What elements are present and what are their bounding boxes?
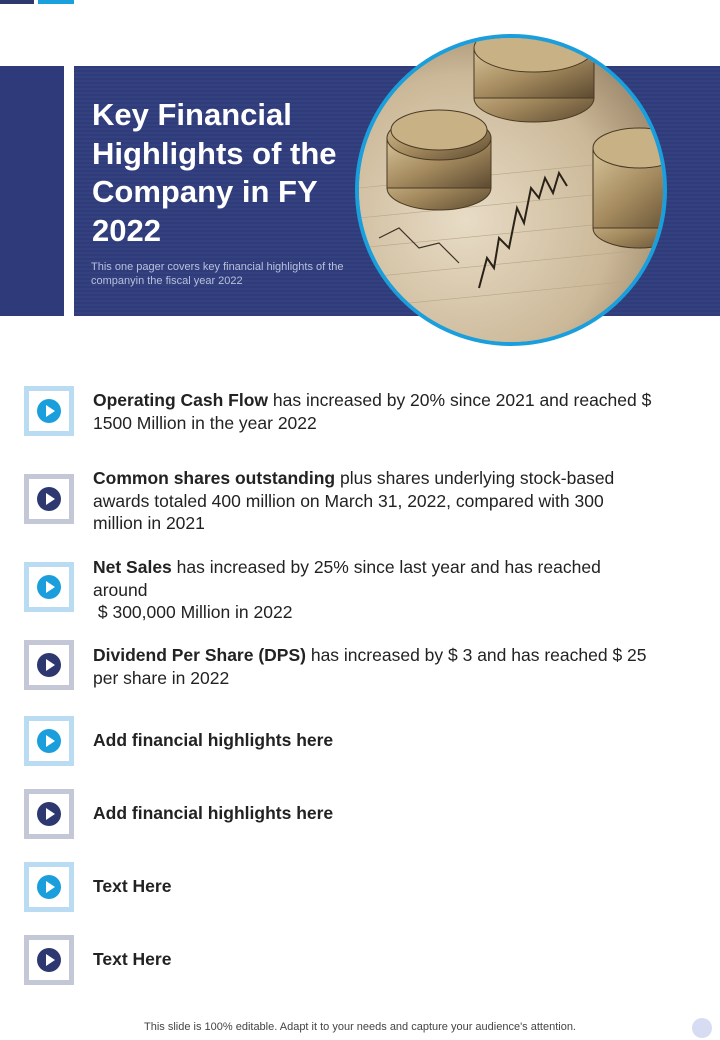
- highlight-text: [93, 802, 653, 825]
- play-icon: [37, 729, 61, 753]
- highlight-bold-label: Text Here: [93, 949, 172, 969]
- highlight-description: plus shares underlying stock-based awards totaled 400 million on March 31, 2022, compared with 300 million in 2021: [93, 468, 615, 533]
- highlight-bold-label: Dividend Per Share (DPS): [93, 645, 306, 665]
- highlight-bold-label: Add financial highlights here: [93, 803, 334, 823]
- play-icon: [37, 487, 61, 511]
- highlight-text: [93, 556, 653, 624]
- highlight-bold-label: Text Here: [93, 876, 172, 896]
- highlight-text: [93, 467, 653, 535]
- play-icon: [37, 653, 61, 677]
- play-icon-frame: [24, 935, 74, 985]
- hero-side-panel: [0, 66, 64, 316]
- top-accent-bar-dark: [0, 0, 34, 4]
- page-subtitle: This one pager covers key financial highlights of the companyin the fiscal year 2022: [91, 261, 344, 287]
- play-icon-frame: [24, 862, 74, 912]
- highlight-text: [93, 389, 653, 434]
- play-icon-frame: [24, 474, 74, 524]
- highlight-bold-label: Add financial highlights here: [93, 730, 334, 750]
- highlight-bold-label: Net Sales: [93, 557, 172, 577]
- play-icon-frame: [24, 640, 74, 690]
- play-icon: [37, 575, 61, 599]
- highlight-description-continued: $ 300,000 Million in 2022: [93, 602, 293, 622]
- coins-photo-illustration: [359, 38, 663, 342]
- highlight-description: has increased by $ 3 and has reached $ 25 per share in 2022: [93, 645, 647, 688]
- play-icon: [37, 948, 61, 972]
- play-icon: [37, 875, 61, 899]
- top-accent-bar-blue: [38, 0, 74, 4]
- play-icon-frame: [24, 716, 74, 766]
- highlight-text: [93, 644, 653, 689]
- highlight-text: [93, 948, 653, 971]
- footer-note: This slide is 100% editable. Adapt it to your needs and capture your audience's attention.: [144, 1021, 576, 1033]
- highlight-text: [93, 729, 653, 752]
- corner-dot: [692, 1018, 712, 1038]
- highlight-text: [93, 875, 653, 898]
- play-icon: [37, 802, 61, 826]
- highlight-description: has increased by 25% since last year and has reached around: [93, 557, 601, 600]
- page-title: Key Financial Highlights of the Company in FY 2022: [92, 97, 337, 248]
- play-icon-frame: [24, 562, 74, 612]
- highlight-bold-label: Common shares outstanding: [93, 468, 336, 488]
- play-icon: [37, 399, 61, 423]
- highlight-description: has increased by 20% since 2021 and reached $ 1500 Million in the year 2022: [93, 390, 652, 433]
- play-icon-frame: [24, 386, 74, 436]
- play-icon-frame: [24, 789, 74, 839]
- coins-chart-photo: [355, 34, 667, 346]
- highlight-bold-label: Operating Cash Flow: [93, 390, 269, 410]
